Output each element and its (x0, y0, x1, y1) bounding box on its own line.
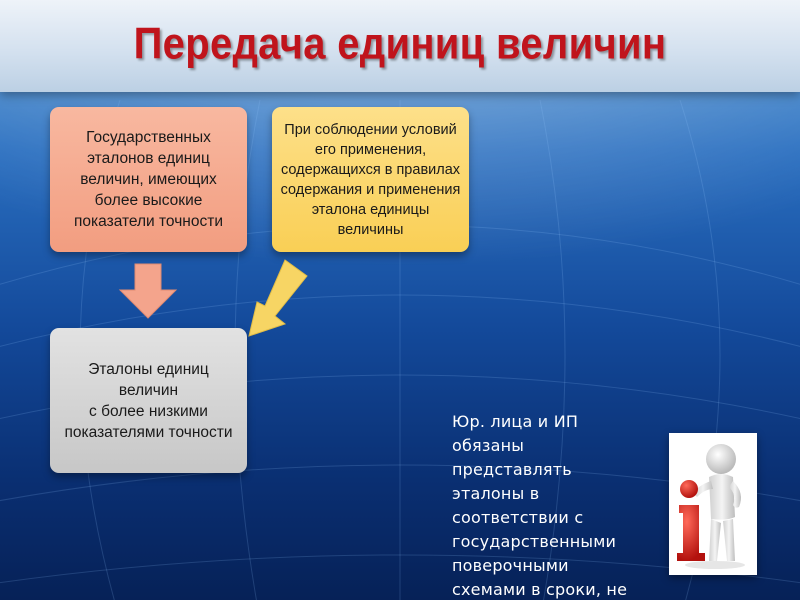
text-line: При соблюдении условий (284, 121, 457, 138)
higher-standards-text (74, 127, 223, 232)
text-line: Эталоны единиц величин (88, 360, 209, 399)
lower-standards-box (50, 328, 247, 473)
diagonal-arrow-icon (245, 258, 310, 340)
text-line: показателями точности (64, 423, 233, 441)
text-line: показатели точности (74, 213, 223, 230)
note-line: поверочными (452, 556, 569, 575)
note-line: схемами в сроки, не (452, 580, 628, 599)
text-line: эталонов единиц (87, 150, 210, 167)
lower-standards-text (60, 359, 237, 443)
text-line: содержащихся в правилах (280, 161, 461, 178)
text-line: его применения, (314, 141, 427, 158)
legal-entities-note (452, 410, 672, 600)
note-line: государственными (452, 532, 617, 551)
text-line: более высокие (94, 192, 203, 209)
note-line: Юр. лица и ИП (452, 412, 579, 431)
person-with-info-i-icon (669, 433, 757, 575)
conditions-box (272, 107, 469, 252)
note-line: эталоны в (452, 484, 540, 503)
down-arrow-icon (118, 262, 178, 320)
text-line: с более низкими (89, 402, 208, 420)
note-line: соответствии с (452, 508, 584, 527)
text-line: содержания и применения (280, 181, 461, 198)
text-line: величины (337, 221, 404, 238)
higher-standards-box (50, 107, 247, 252)
info-figure-card (669, 433, 757, 575)
note-line: представлять (452, 460, 572, 479)
conditions-text (281, 120, 461, 240)
text-line: эталона единицы (311, 201, 430, 218)
note-line: обязаны (452, 436, 525, 455)
text-line: Государственных (86, 129, 211, 146)
text-line: величин, имеющих (80, 171, 217, 188)
slide-title: Передача единиц величин (133, 19, 667, 69)
